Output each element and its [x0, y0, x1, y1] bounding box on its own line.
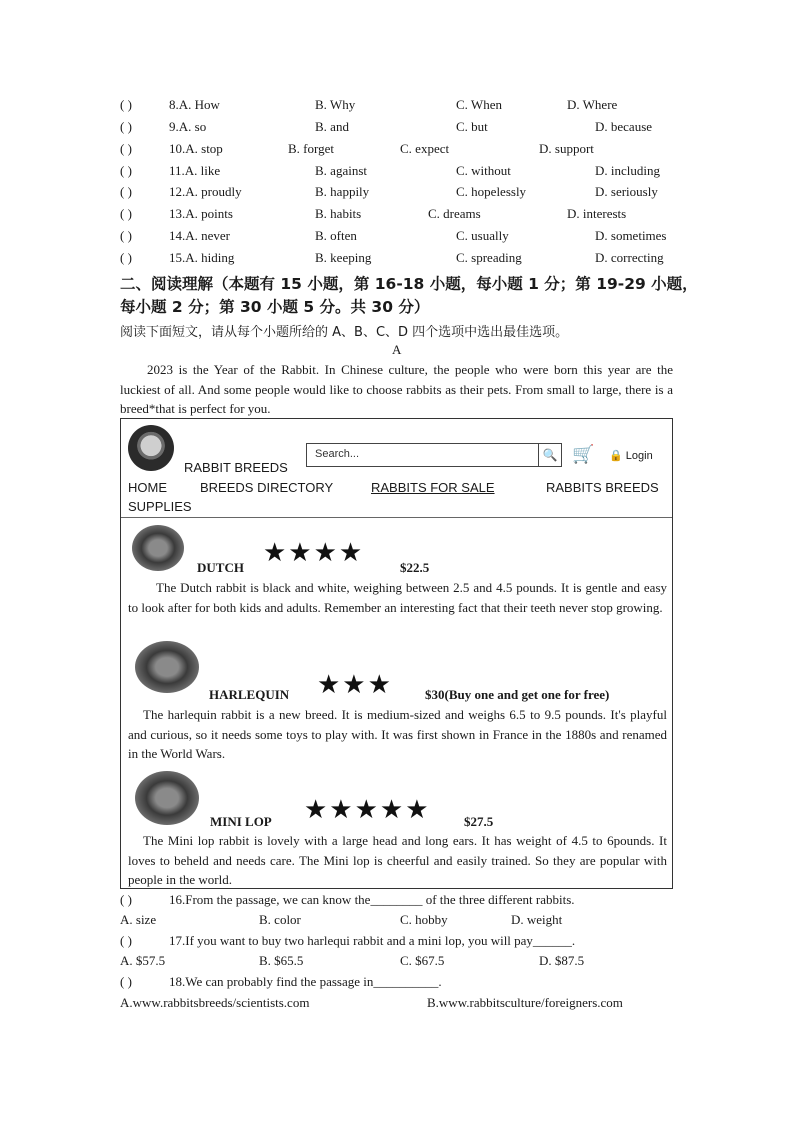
option-c: C. spreading — [456, 250, 522, 265]
q16-option-b: B. color — [259, 912, 301, 927]
option-c: C. expect — [400, 141, 450, 156]
option-c: C. but — [456, 119, 488, 134]
site-name: RABBIT BREEDS — [184, 460, 288, 475]
option-b: B. happily — [315, 184, 370, 199]
answer-bracket[interactable]: ( ) — [120, 163, 132, 178]
star-rating: ★★★ — [317, 670, 393, 699]
login-label: Login — [625, 450, 653, 462]
option-b: B. forget — [288, 141, 334, 156]
option-a: 14.A. never — [169, 228, 231, 243]
search-input[interactable] — [306, 443, 562, 467]
nav-supplies[interactable]: SUPPLIES — [128, 499, 192, 514]
option-d: D. support — [539, 141, 594, 156]
option-a: 11.A. like — [169, 163, 221, 178]
breed-description: The harlequin rabbit is a new breed. It is medium-sized and weighs 6.5 to 9.5 pounds. It's playful and curious, so it needs some toys to play with. It was first shown in France in the 1880s and renamed in the World Wars. — [128, 707, 667, 761]
mini-lop-rabbit-image — [135, 771, 199, 825]
option-b: B. habits — [315, 206, 362, 221]
q17-option-b: B. $65.5 — [259, 953, 304, 968]
question-18: 18.We can probably find the passage in__________. — [169, 974, 442, 989]
q18-option-b: B.www.rabbitsculture/foreigners.com — [427, 995, 623, 1010]
option-d: D. because — [595, 119, 653, 134]
option-a: 13.A. points — [169, 206, 233, 221]
option-b: B. and — [315, 119, 349, 134]
answer-bracket[interactable]: ( ) — [120, 250, 132, 265]
answer-bracket[interactable]: ( ) — [120, 206, 132, 221]
breed-name: MINI LOP — [210, 814, 272, 829]
option-a: 9.A. so — [169, 119, 207, 134]
option-d: D. interests — [567, 206, 627, 221]
option-d: D. correcting — [595, 250, 664, 265]
answer-bracket[interactable]: ( ) — [120, 892, 132, 907]
answer-bracket[interactable]: ( ) — [120, 184, 132, 199]
star-rating: ★★★★★ — [304, 795, 431, 824]
dutch-rabbit-image — [132, 525, 184, 571]
breed-name: HARLEQUIN — [209, 687, 290, 702]
breed-price: $27.5 — [464, 814, 494, 829]
q16-option-d: D. weight — [511, 912, 563, 927]
lock-icon: 🔒 — [609, 450, 623, 462]
answer-bracket[interactable]: ( ) — [120, 119, 132, 134]
question-17: 17.If you want to buy two harlequi rabbit and a mini lop, you will pay______. — [169, 933, 576, 948]
q17-option-c: C. $67.5 — [400, 953, 445, 968]
breed-price: $22.5 — [400, 560, 430, 575]
option-a: 12.A. proudly — [169, 184, 242, 199]
harlequin-rabbit-image — [135, 641, 199, 693]
breed-description: The Mini lop rabbit is lovely with a large head and long ears. It has weight of 4.5 to 6pounds. It loves to beheld and needs care. The Mini lop is cheerful and easily trained. So they are popular with people in the world. — [128, 833, 667, 887]
q16-option-a: A. size — [120, 912, 157, 927]
intro-paragraph: 2023 is the Year of the Rabbit. In Chinese culture, the people who were born this year are the luckiest of all. And some people would like to choose rabbits as their pets. From small to large, there is a breed*that is perfect for you. — [120, 362, 673, 416]
instruction: 阅读下面短文，请从每个小题所给的 A、B、C、D 四个选项中选出最佳选项。 — [120, 325, 569, 340]
nav-home[interactable]: HOME — [128, 480, 167, 495]
website-panel — [120, 418, 673, 889]
option-c: C. without — [456, 163, 511, 178]
option-b: B. against — [315, 163, 367, 178]
answer-bracket[interactable]: ( ) — [120, 933, 132, 948]
star-rating: ★★★★ — [263, 538, 365, 567]
option-c: C. usually — [456, 228, 509, 243]
q17-option-a: A. $57.5 — [120, 953, 166, 968]
q16-option-c: C. hobby — [400, 912, 448, 927]
option-d: D. sometimes — [595, 228, 667, 243]
nav-rabbits-breeds[interactable]: RABBITS BREEDS — [546, 480, 659, 495]
answer-bracket[interactable]: ( ) — [120, 141, 132, 156]
option-a: 15.A. hiding — [169, 250, 235, 265]
breed-description: The Dutch rabbit is black and white, weighing between 2.5 and 4.5 pounds. It is gentle and easy to look after for both kids and adults. Remember an interesting fact that their teeth never stop growing. — [128, 580, 667, 615]
option-b: B. keeping — [315, 250, 372, 265]
option-c: C. dreams — [428, 206, 481, 221]
option-b: B. Why — [315, 97, 356, 112]
passage-label: A — [392, 342, 402, 357]
option-a: 10.A. stop — [169, 141, 223, 156]
option-c: C. When — [456, 97, 502, 112]
answer-bracket[interactable]: ( ) — [120, 97, 132, 112]
option-d: D. Where — [567, 97, 618, 112]
site-logo — [128, 425, 174, 471]
section-title-cont: 每小题 2 分；第 30 小题 5 分。共 30 分） — [120, 298, 430, 316]
question-16: 16.From the passage, we can know the________ of the three different rabbits. — [169, 892, 575, 907]
breed-price: $30(Buy one and get one for free) — [425, 687, 610, 702]
answer-bracket[interactable]: ( ) — [120, 228, 132, 243]
cart-icon[interactable]: 🛒 — [572, 444, 595, 464]
option-d: D. seriously — [595, 184, 658, 199]
option-a: 8.A. How — [169, 97, 220, 112]
nav-rabbits-for-sale[interactable]: RABBITS FOR SALE — [371, 480, 495, 495]
section-title: 二、阅读理解（本题有 15 小题，第 16-18 小题，每小题 1 分；第 19-29 小题， — [120, 275, 698, 293]
answer-bracket[interactable]: ( ) — [120, 974, 132, 989]
option-b: B. often — [315, 228, 357, 243]
breed-name: DUTCH — [197, 560, 244, 575]
q17-option-d: D. $87.5 — [539, 953, 585, 968]
q18-option-a: A.www.rabbitsbreeds/scientists.com — [120, 995, 310, 1010]
search-placeholder: Search... — [315, 448, 360, 460]
option-d: D. including — [595, 163, 660, 178]
search-icon[interactable]: 🔍 — [538, 444, 561, 466]
option-c: C. hopelessly — [456, 184, 527, 199]
login-button[interactable] — [609, 449, 653, 462]
nav-breeds-directory[interactable]: BREEDS DIRECTORY — [200, 480, 334, 495]
header-divider — [121, 517, 672, 518]
